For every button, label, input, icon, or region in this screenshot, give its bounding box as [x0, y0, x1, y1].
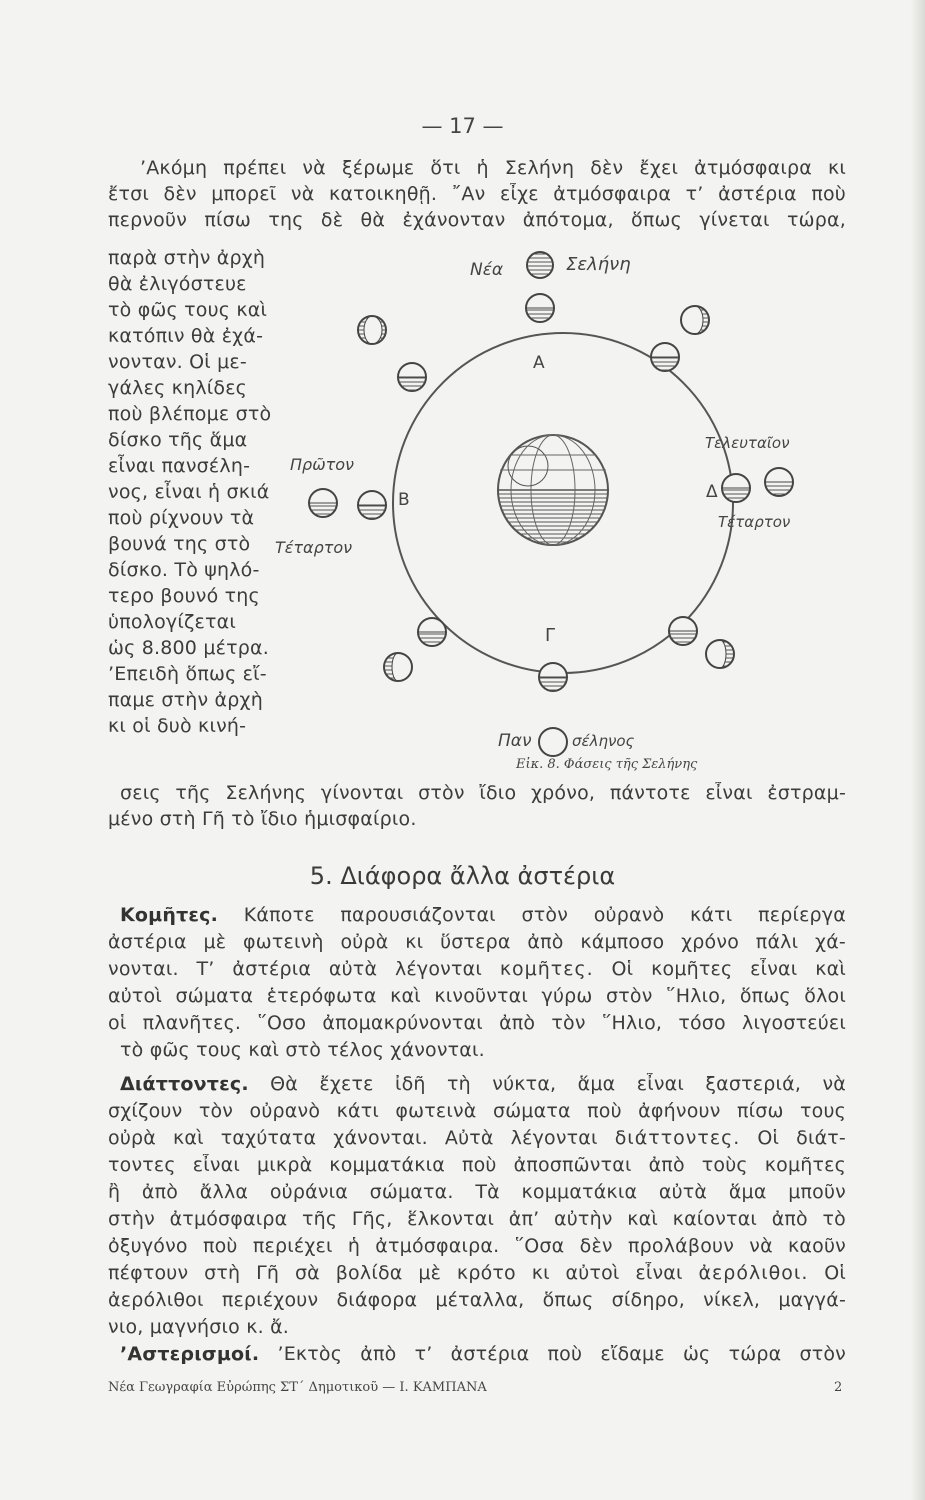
- constellations-line: [120, 1343, 846, 1367]
- comets-term: κομῆτες.: [499, 958, 594, 980]
- outer-moon-full: [539, 728, 567, 756]
- comets-line: τὸ φῶς τους καὶ στὸ τέλος χάνονται.: [120, 1039, 485, 1061]
- footer-title: Νέα Γεωγραφία Εὐρώπης ΣΤ΄ Δημοτικοῦ — Ι. ΚΑΜΠΑΝΑ: [108, 1380, 487, 1395]
- figure-caption: Εἰκ. 8. Φάσεις τῆς Σελήνης: [516, 757, 698, 772]
- comets-line-1: [120, 904, 846, 928]
- comets-line: οἱ πλανῆτες. ῞Οσο ἀπομακρύνονται ἀπὸ τὸν ῞Ηλιο, τόσο λιγοστεύει: [108, 1012, 846, 1034]
- left-line: δίσκο. Τὸ ψηλό-: [108, 559, 260, 581]
- meteors-text: Οἱ διάτ-: [757, 1127, 846, 1149]
- left-line: παμε στὴν ἀρχὴ: [108, 689, 263, 711]
- left-line: γάλες κηλίδες: [108, 377, 248, 399]
- outer-moon-waxing-gibbous: [384, 653, 412, 681]
- meteors-line: ἀερόλιθοι περιέχουν διάφορα μέταλλα, ὅπως σίδηρο, νίκελ, μαγγά-: [108, 1289, 846, 1311]
- letter-d: Δ: [706, 482, 718, 502]
- left-line: τερο βουνό της: [108, 585, 260, 607]
- meteors-line: στὴν ἀτμόσφαιρα τῆς Γῆς, ἕλκονται ἀπ’ αὐτὴν καὶ καίονται ἀπὸ τὸ: [108, 1208, 846, 1230]
- meteors-line-8: [108, 1262, 846, 1286]
- meteors-line-1: [120, 1073, 846, 1097]
- outer-moon-first-quarter: [309, 489, 337, 517]
- label-full-1: Παν: [498, 731, 532, 751]
- moon-b: [358, 491, 386, 519]
- after-line: σεις τῆς Σελήνης γίνονται στὸν ἴδιο χρόνο, πάντοτε εἶναι ἐστραμ-: [120, 782, 846, 804]
- moon-bg-lower-left: [418, 618, 446, 646]
- meteors-line: σχίζουν τὸν οὐρανὸ κάτι φωτεινὰ σώματα ποὺ ἀφήνουν πίσω τους: [108, 1100, 846, 1122]
- meteors-text: Οἱ: [824, 1262, 846, 1284]
- letter-b: Β: [398, 490, 410, 510]
- left-line: θὰ ἐλιγόστευε: [108, 273, 247, 295]
- intro-line: περνοῦν πίσω της δὲ θὰ ἐχάνονταν ἀπότομα, ὅπως γίνεται τώρα,: [108, 209, 846, 231]
- outer-moon-waning-crescent: [681, 306, 709, 334]
- meteors-line: ἢ ἀπὸ ἄλλα οὐράνια σώματα. Τὰ κομματάκια αὐτὰ ἅμα μποῦν: [108, 1181, 846, 1203]
- meteors-text: πέφτουν στὴ Γῆ σὰ βολίδα μὲ κρότο κι αὐτοὶ εἶναι: [108, 1262, 683, 1284]
- comets-title: Κομῆτες.: [120, 904, 219, 926]
- moon-gd-lower-right: [669, 617, 697, 645]
- left-line: κατόπιν θὰ ἐχά-: [108, 325, 264, 347]
- label-first-1: Πρῶτον: [290, 455, 354, 474]
- comets-text: Οἱ κομῆτες εἶναι καὶ: [611, 958, 846, 980]
- moon-da-upper-right: [651, 343, 679, 371]
- outer-moon-last-quarter: [765, 468, 793, 496]
- outer-moon-new: [527, 252, 553, 278]
- meteors-term: διάττοντες.: [614, 1127, 741, 1149]
- left-line: δίσκο τῆς ἅμα: [108, 429, 248, 451]
- letter-g: Γ: [545, 625, 556, 646]
- constellations-title: ’Αστερισμοί.: [120, 1343, 260, 1365]
- label-full-2: σέληνος: [572, 732, 635, 750]
- left-line: ’Επειδὴ ὅπως εἴ-: [108, 663, 267, 685]
- left-line: νονταν. Οἱ με-: [108, 351, 247, 373]
- letter-a: Α: [533, 353, 545, 373]
- moon-a: [526, 294, 554, 322]
- left-line: κι οἱ δυὸ κινή-: [108, 715, 247, 737]
- left-line: εἶναι πανσέλη-: [108, 455, 251, 477]
- earth-globe: [498, 435, 608, 545]
- label-new-1: Νέα: [470, 260, 504, 280]
- left-line: ὑπολογίζεται: [108, 611, 236, 633]
- meteors-term-aerolith: ἀερόλιθοι.: [698, 1262, 809, 1284]
- moon-g: [539, 663, 567, 691]
- outer-moon-waning-gibbous: [706, 640, 734, 668]
- intro-line: ἔτσι δὲν μπορεῖ νὰ κατοικηθῇ. ῎Αν εἶχε ἀτμόσφαιρα τ’ ἀστέρια ποὺ: [108, 183, 846, 205]
- meteors-line-3: [108, 1127, 846, 1151]
- intro-line: ’Ακόμη πρέπει νὰ ξέρωμε ὅτι ἡ Σελήνη δὲν ἔχει ἀτμόσφαιρα κι: [140, 157, 846, 179]
- outer-moon-waxing-crescent: [358, 316, 386, 344]
- moon-d: [722, 474, 750, 502]
- left-line: νος, εἶναι ἡ σκιά: [108, 481, 270, 503]
- comets-text: νονται. Τ’ ἀστέρια αὐτὰ λέγονται: [108, 958, 482, 980]
- left-line: παρὰ στὴν ἀρχὴ: [108, 247, 266, 269]
- left-line: ποὺ ρίχνουν τὰ: [108, 507, 255, 529]
- label-last-1: Τελευταῖον: [705, 434, 790, 452]
- after-line: μένο στὴ Γῆ τὸ ἴδιο ἡμισφαίριο.: [108, 808, 417, 830]
- left-line: τὸ φῶς τους καὶ: [108, 299, 268, 321]
- label-first-2: Τέταρτον: [275, 538, 353, 557]
- meteors-line: ὀξυγόνο ποὺ περιέχει ἡ ἀτμόσφαιρα. ῞Οσα δὲν προλάβουν νὰ καοῦν: [108, 1235, 846, 1257]
- footer-signature: 2: [834, 1380, 843, 1395]
- comets-text: Κάποτε παρουσιάζονται στὸν οὐρανὸ κάτι περίεργα: [243, 904, 846, 926]
- left-line: ὡς 8.800 μέτρα.: [108, 637, 269, 659]
- left-line: βουνά της στὸ: [108, 533, 251, 555]
- page-number: — 17 —: [421, 114, 504, 138]
- moon-ab-upper-left: [398, 363, 426, 391]
- section-heading: 5. Διάφορα ἄλλα ἀστέρια: [309, 862, 616, 890]
- meteors-line: νιο, μαγνήσιο κ. ἄ.: [108, 1316, 290, 1338]
- comets-line: αὐτοὶ σώματα ἑτερόφωτα καὶ κινοῦνται γύρω στὸν ῞Ηλιο, ὅπως ὅλοι: [108, 985, 846, 1007]
- meteors-text: Θὰ ἔχετε ἰδῆ τὴ νύκτα, ἅμα εἶναι ξαστεριά, νὰ: [270, 1073, 846, 1095]
- comets-line-3: [108, 958, 846, 982]
- label-new-2: Σελήνη: [566, 254, 631, 275]
- comets-line-2: ἀστέρια μὲ φωτεινὴ οὐρὰ κι ὕστερα ἀπὸ κάμποσο χρόνο πάλι χά-: [108, 931, 846, 953]
- meteors-title: Διάττοντες.: [120, 1073, 249, 1095]
- label-last-2: Τέταρτον: [718, 513, 791, 531]
- left-line: ποὺ βλέπομε στὸ: [108, 403, 272, 425]
- meteors-text: οὐρὰ καὶ ταχύτατα χάνονται. Αὐτὰ λέγονται: [108, 1127, 598, 1149]
- meteors-line: τοντες εἶναι μικρὰ κομματάκια ποὺ ἀποσπῶνται ἀπὸ τοὺς κομῆτες: [108, 1154, 846, 1176]
- constellations-text: ’Εκτὸς ἀπὸ τ’ ἀστέρια ποὺ εἴδαμε ὡς τώρα στὸν: [277, 1343, 846, 1365]
